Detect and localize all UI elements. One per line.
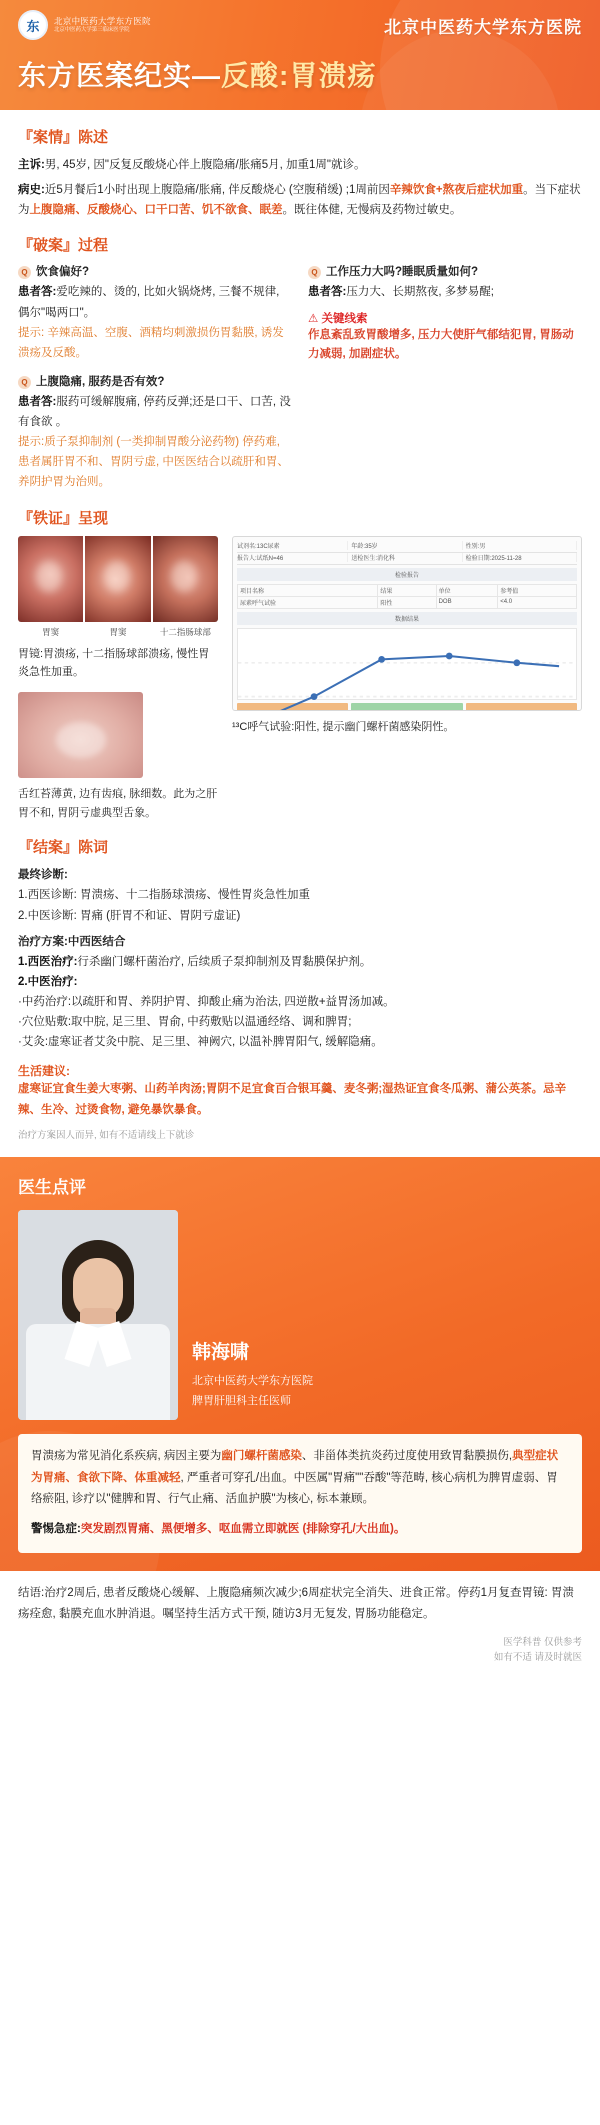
footer-summary: 结语:治疗2周后, 患者反酸烧心缓解、上腹隐痛频次减少;6周症状完全消失、进食正常。停药1月复查胃镜: 胃溃疡痊愈, 黏膜充血水肿消退。嘱坚持生活方式干预, 随访3月无复发, 胃肠功能稳定。: [18, 1587, 574, 1620]
treatment-tcm-acupoint: ·穴位贴敷:取中脘, 足三里、胃俞, 中药敷贴以温通经络、调和脾胃;: [18, 1016, 352, 1029]
answer-1-label: 患者答:: [18, 286, 57, 299]
qa-column-right: [308, 263, 582, 492]
endoscopy-caption-2: 胃窦: [109, 626, 127, 637]
brand-text: [54, 16, 151, 33]
report-field-6: 检验日期:2025-11-28: [466, 553, 577, 562]
diagnosis-line-2: 2.中医诊断: 胃痛 (肝胃不和证、胃阴亏虚证): [18, 909, 241, 922]
doctor-section-title: 医生点评: [18, 1177, 86, 1197]
table-row: [238, 596, 577, 608]
table-cell: 项目名称: [238, 584, 378, 596]
page-title: [18, 54, 582, 94]
lab-report-image: [232, 536, 582, 711]
endoscopy-caption-3: 十二指肠球部: [159, 626, 211, 637]
report-field-4: 报告人:试纸N=46: [237, 553, 348, 562]
report-head-row-2: [237, 553, 577, 565]
page-title-highlight: 反酸:胃溃疡: [221, 60, 377, 91]
tongue-photo: [18, 692, 143, 778]
answer-2-text: 服药可缓解腹痛, 停药反弹;还是口干、口苦, 没有食欲 。: [18, 395, 291, 428]
comment-part-2: 、非甾体类抗炎药过度使用致胃黏膜损伤,: [301, 1449, 513, 1462]
doctor-dept: 脾胃肝胆科主任医师: [192, 1394, 291, 1407]
question-icon: Q: [18, 376, 31, 389]
doctor-comment-section: [0, 1157, 600, 1571]
answer-1-text: 爱吃辣的、烫的, 比如火锅烧烤, 三餐不规律, 偶尔"喝两口"。: [18, 286, 280, 319]
treatment-tcm-label: 2.中医治疗:: [18, 975, 78, 988]
comment-highlight-2: 典型症状为胃痛、食欲下降、体重减轻: [31, 1449, 559, 1484]
endoscopy-image-strip: [18, 536, 218, 622]
treatment-tcm-herbs: ·中药治疗:以疏肝和胃、养阴护胃、抑酸止痛为治法, 四逆散+益胃汤加减。: [18, 996, 395, 1008]
endoscopy-image-1: [18, 536, 83, 622]
treatment-tcm-moxa: ·艾灸:虚寒证者艾灸中脘、足三里、神阙穴, 以温补脾胃阳气, 缓解隐痛。: [18, 1036, 383, 1049]
qa-column-left: [18, 263, 292, 492]
evidence-left: [18, 536, 218, 823]
report-head-row-1: [237, 541, 577, 553]
chief-complaint-label: 主诉:: [18, 159, 45, 171]
treatment-title: [18, 932, 582, 952]
page-footer: [0, 1571, 600, 1681]
footer-note-line-1: 医学科普 仅供参考: [503, 1636, 582, 1648]
question-1: [18, 263, 292, 279]
history-label: 病史:: [18, 184, 45, 197]
diagnosis-title: 最终诊断:: [18, 869, 68, 882]
endoscopy-summary: 胃镜:胃溃疡, 十二指肠球部溃疡, 慢性胃炎急性加重。: [18, 647, 210, 679]
report-field-1: 试剂名:13C尿素: [237, 541, 348, 550]
question-2: [18, 373, 292, 389]
content-body: [0, 110, 600, 1141]
treatment-western: [18, 952, 582, 972]
question-3-text: 工作压力大吗?睡眠质量如何?: [326, 266, 479, 279]
hospital-logo-icon: 东: [18, 10, 48, 40]
table-cell: 阳性: [378, 596, 436, 608]
diagnosis-line-1: 1.西医诊断: 胃溃疡、十二指肠球溃疡、慢性胃炎急性加重: [18, 889, 310, 902]
answer-3: [308, 282, 582, 302]
emergency-warning: [31, 1519, 569, 1541]
page-header: [0, 0, 600, 110]
treatment-title-label: 治疗方案:: [18, 935, 68, 948]
tip-2: 提示:质子泵抑制剂 (一类抑制胃酸分泌药物) 停药难, 患者属肝胃不和、胃阴亏虚, 中医医结合以疏肝和胃、养阴护胃为治则。: [18, 436, 289, 489]
treatment-title-value: 中西医结合: [67, 935, 126, 948]
table-cell: 结果: [378, 584, 436, 596]
header-hospital-name: 北京中医药大学东方医院: [384, 17, 582, 37]
treatment-western-text: 行杀幽门螺杆菌治疗, 后续质子泵抑制剂及胃黏膜保护剂。: [77, 955, 372, 968]
doctor-photo: [18, 1210, 178, 1420]
report-field-5: 送检医生:消化科: [351, 553, 462, 562]
answer-2-label: 患者答:: [18, 395, 57, 408]
report-chart-svg: [238, 629, 576, 711]
treatment-western-label: 1.西医治疗:: [18, 955, 78, 968]
key-clue-title: 关键线索: [321, 312, 368, 325]
comment-part-1: 胃溃疡为常见消化系疾病, 病因主要为: [31, 1449, 222, 1462]
question-1-text: 饮食偏好?: [36, 266, 90, 279]
key-clue-text: 作息紊乱致胃酸增多, 压力大使肝气郁结犯胃, 胃肠动力减弱, 加剧症状。: [308, 328, 574, 361]
doctor-name: 韩海啸: [192, 1342, 250, 1364]
footer-note-line-2: 如有不适 请及时就医: [493, 1651, 582, 1663]
doctor-profile-row: [18, 1210, 582, 1420]
comment-part-3: , 严重者可穿孔/出血。中医属"胃痛""吞酸"等范畴, 核心病机为脾胃虚弱、胃络瘀阻, 诊疗以"健脾和胃、行气止痛、活血护膜"为核心, 标本兼顾。: [31, 1471, 558, 1506]
report-section-bar-2: 数据结果: [237, 612, 577, 625]
tip-1: 提示: 辛辣高温、空腹、酒精均刺激损伤胃黏膜, 诱发溃疡及反酸。: [18, 326, 284, 359]
section-title-conclusion: 『结案』陈词: [18, 839, 109, 857]
evidence-row: [18, 536, 582, 823]
header-top-bar: [18, 10, 582, 40]
table-cell: 单位: [436, 584, 498, 596]
table-cell: 参考值: [498, 584, 577, 596]
answer-2: [18, 392, 292, 432]
warning-icon: ⚠: [308, 312, 319, 325]
key-clue-header: [308, 310, 582, 326]
table-row: [238, 584, 577, 596]
emergency-warning-text: 突发剧烈胃痛、黑便增多、呕血需立即就医 (排除穿孔/大出血)。: [80, 1523, 406, 1536]
endoscopy-captions: [18, 626, 218, 638]
treatment-disclaimer: 治疗方案因人而异, 如有不适请线上下就诊: [18, 1129, 195, 1141]
footer-note: [18, 1635, 582, 1665]
section-title-evidence: 『铁证』呈现: [18, 509, 109, 527]
question-icon: Q: [308, 266, 321, 279]
endoscopy-image-3: [153, 536, 218, 622]
chief-complaint: [18, 155, 582, 175]
history-text-1: 近5月餐后1小时出现上腹隐痛/胀痛, 伴反酸烧心 (空腹稍缓) ;1周前因: [44, 184, 390, 197]
hospital-brand: [18, 10, 151, 40]
table-cell: 尿素呼气试验: [238, 596, 378, 608]
section-title-case: 『案情』陈述: [18, 129, 109, 146]
report-field-2: 年龄:35岁: [351, 541, 462, 550]
emergency-warning-label: 警惕急症:: [31, 1523, 81, 1536]
report-section-bar-1: 检验报告: [237, 568, 577, 581]
report-field-3: 性别:男: [466, 541, 577, 550]
doctor-meta: [192, 1337, 313, 1420]
doctor-org: 北京中医药大学东方医院: [192, 1375, 313, 1388]
tongue-summary: 舌红苔薄黄, 边有齿痕, 脉细数。此为之肝胃不和, 胃阴亏虚典型舌象。: [18, 787, 218, 819]
table-cell: DOB: [436, 596, 498, 608]
evidence-right: [232, 536, 582, 737]
doctor-comment-text: [31, 1446, 569, 1512]
page-title-prefix: 东方医案纪实—: [18, 60, 222, 91]
chief-complaint-text: 男, 45岁, 因"反复反酸烧心伴上腹隐痛/胀痛5月, 加重1周"就诊。: [44, 159, 366, 171]
answer-3-text: 压力大、长期熬夜, 多梦易醒;: [346, 286, 494, 299]
endoscopy-image-2: [85, 536, 150, 622]
qa-grid: [18, 263, 582, 492]
endoscopy-caption-1: 胃窦: [42, 626, 60, 637]
question-2-text: 上腹隐痛, 服药是否有效?: [36, 375, 165, 388]
lifestyle-advice-title: 生活建议:: [18, 1064, 70, 1079]
question-icon: Q: [18, 266, 31, 279]
section-title-process: 『破案』过程: [18, 237, 109, 255]
history: [18, 180, 582, 220]
lab-report-caption: ¹³C呼气试验:阳性, 提示幽门螺杆菌感染阴性。: [232, 720, 455, 733]
doctor-comment-card: [18, 1434, 582, 1553]
history-text-3: 。既往体健, 无慢病及药物过敏史。: [282, 204, 462, 217]
key-clue: [308, 310, 582, 365]
answer-1: [18, 282, 292, 322]
history-highlight-1: 辛辣饮食+熬夜后症状加重: [389, 184, 524, 197]
report-table: [237, 584, 577, 609]
history-highlight-2: 上腹隐痛、反酸烧心、口干口苦、饥不欲食、眠差: [29, 204, 283, 217]
brand-line-2: 北京中医药大学第三临床医学院: [54, 26, 130, 33]
lifestyle-advice-text: 虚寒证宜食生姜大枣粥、山药羊肉汤;胃阴不足宜食百合银耳羹、麦冬粥;湿热证宜食冬瓜粥、蒲公英茶。忌辛辣、生冷、过烫食物, 避免暴饮暴食。: [18, 1083, 567, 1117]
question-3: [308, 263, 582, 279]
history-text-2: 。当下症状为: [18, 184, 581, 217]
brand-line-1: 北京中医药大学东方医院: [54, 16, 151, 27]
answer-3-label: 患者答:: [308, 286, 347, 299]
comment-highlight-1: 幽门螺杆菌感染: [221, 1449, 302, 1462]
report-chart: [237, 628, 577, 700]
table-cell: <4.0: [498, 596, 577, 608]
